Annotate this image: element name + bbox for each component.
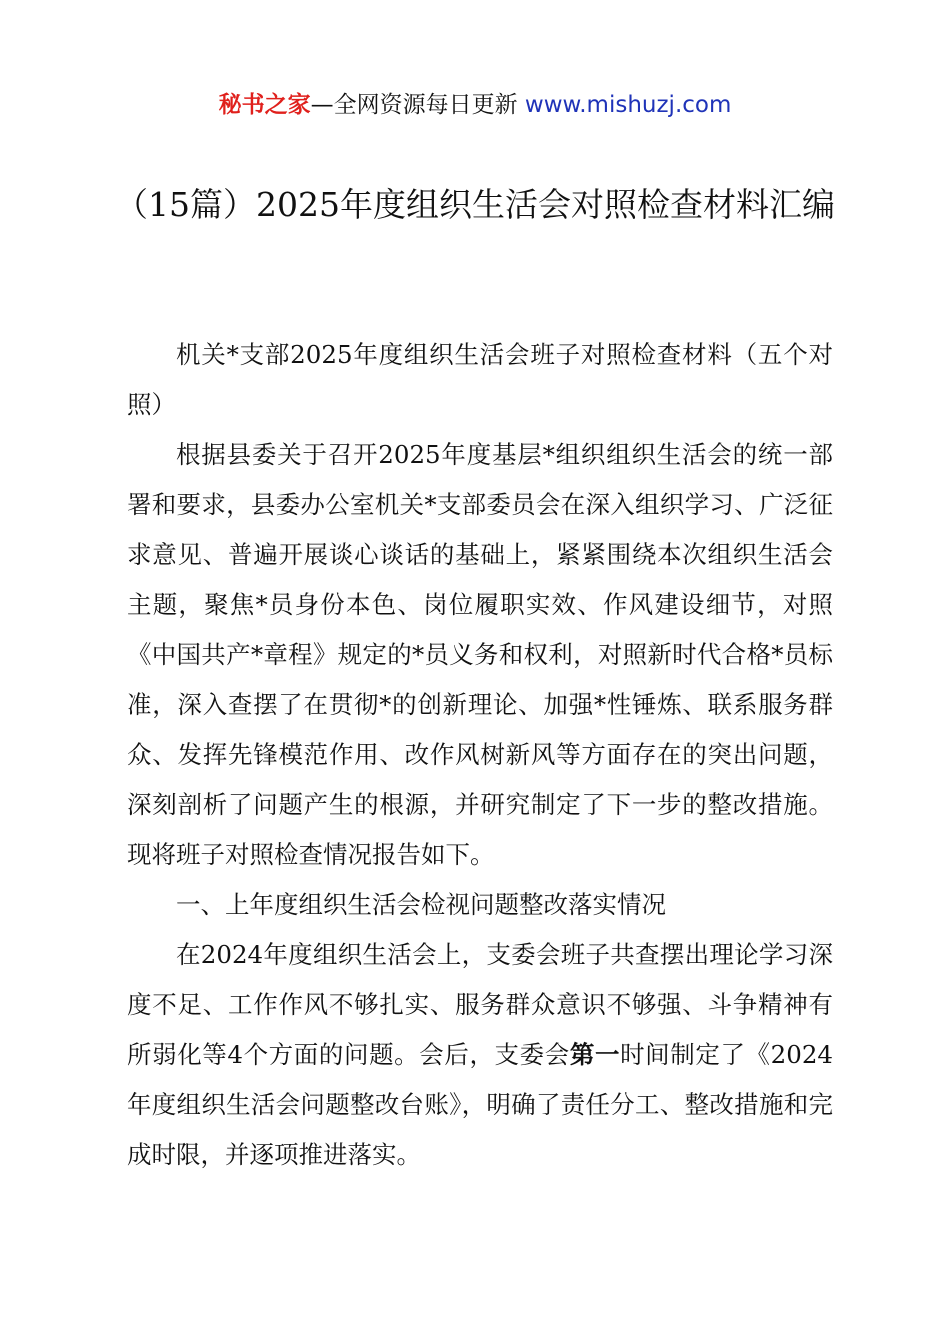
intro-paragraph: 根据县委关于召开2025年度基层*组织组织生活会的统一部署和要求，县委办公室机关*支部委员会在深入组织学习、广泛征求意见、普遍开展谈心谈话的基础上，紧紧围绕本次组织生活会主题，聚焦*员身份本色、岗位履职实效、作风建设细节，对照《中国共产*章程》规定的*员义务和权利，对照新时代合格*员标准，深入查摆了在贯彻*的创新理论、加强*性锤炼、联系服务群众、发挥先锋模范作用、改作风树新风等方面存在的突出问题，深刻剖析了问题产生的根源，并研究制定了下一步的整改措施。现将班子对照检查情况报告如下。 (127, 440, 833, 869)
section-heading: 一、上年度组织生活会检视问题整改落实情况 (176, 890, 666, 919)
header-tagline: —全网资源每日更新 (310, 92, 525, 118)
site-url[interactable]: www.mishuzj.com (524, 92, 732, 118)
document-body (127, 330, 833, 1180)
paragraph-text: 时间制定了《2024年度组织生活会问题整改台账》，明确了责任分工、整改措施和完成时限，并逐项推进落实。 (127, 1040, 834, 1169)
header-banner (0, 88, 950, 122)
body-paragraph (127, 930, 833, 1180)
bold-text: 第一 (569, 1040, 621, 1069)
paragraph-text: 在2024年度组织生活会上，支委会班子共查摆出理论学习深度不足、工作作风不够扎实、服务群众意识不够强、斗争精神有所弱化等4个方面的问题。会后，支委会 (127, 940, 833, 1069)
section-subtitle: 机关*支部2025年度组织生活会班子对照检查材料（五个对照） (127, 340, 833, 419)
brand-name: 秘书之家 (218, 92, 311, 118)
document-title: （15篇）2025年度组织生活会对照检查材料汇编 (115, 185, 835, 224)
